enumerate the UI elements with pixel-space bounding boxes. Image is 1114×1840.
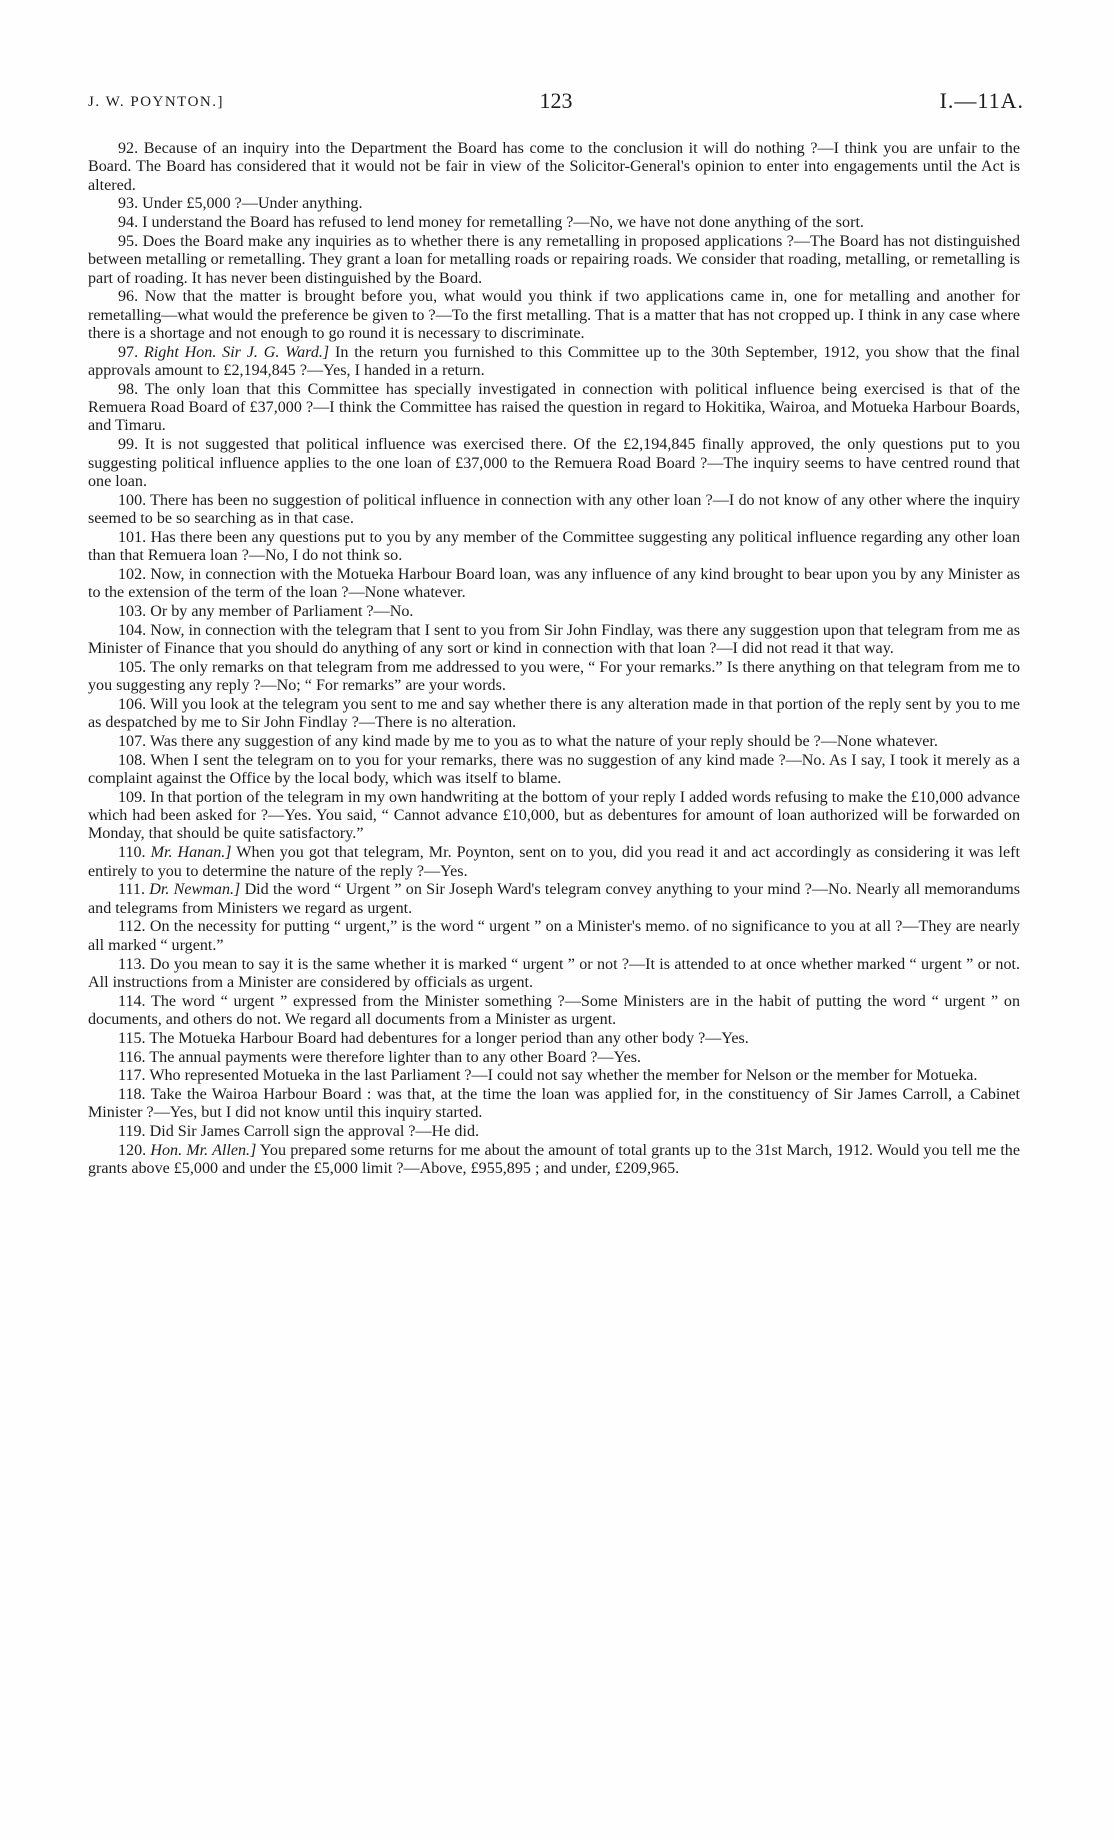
question-answer-text: Under £5,000 ?—Under anything.	[142, 195, 363, 213]
speaker-name: Mr. Hanan.]	[150, 844, 232, 862]
question-number: 104.	[118, 621, 147, 639]
question-answer-text: When I sent the telegram on to you for your remarks, there was no suggestion of any kind made ?—No. As I say, I took it merely as a complaint against the Office by the local body, which was itself to blame.	[88, 751, 1020, 788]
question-number: 118.	[118, 1086, 146, 1104]
testimony-paragraph	[88, 752, 1020, 789]
speaker-name: Hon. Mr. Allen.]	[150, 1142, 257, 1160]
question-answer-text: Did Sir James Carroll sign the approval ?—He did.	[149, 1123, 480, 1141]
testimony-paragraph	[88, 844, 1020, 881]
testimony-body	[88, 140, 1020, 1179]
question-number: 119.	[118, 1123, 146, 1141]
question-answer-text: The Motueka Harbour Board had debentures for a longer period than any other body ?—Yes.	[149, 1029, 749, 1047]
testimony-paragraph	[88, 492, 1020, 529]
question-answer-text: In the return you furnished to this Committee up to the 30th September, 1912, you show that the final approvals amount to £2,194,845 ?—Yes, I handed in a return.	[88, 343, 1020, 380]
question-number: 103.	[118, 602, 147, 620]
question-number: 108.	[118, 751, 147, 769]
question-number: 105.	[118, 658, 147, 676]
question-number: 102.	[118, 565, 147, 583]
question-number: 100.	[118, 491, 147, 509]
question-number: 110.	[118, 844, 146, 862]
question-answer-text: When you got that telegram, Mr. Poynton, sent on to you, did you read it and act accordingly as considering it was left entirely to you to determine the nature of the reply ?—Yes.	[88, 844, 1021, 880]
question-number: 113.	[118, 955, 146, 973]
testimony-paragraph	[88, 659, 1020, 696]
testimony-paragraph	[88, 1142, 1020, 1179]
paper-reference: I.—11A.	[939, 88, 1024, 113]
question-number: 106.	[118, 695, 147, 713]
witness-name: J. W. POYNTON.]	[88, 94, 224, 110]
testimony-paragraph	[88, 140, 1020, 195]
testimony-paragraph	[88, 566, 1020, 603]
question-number: 94.	[118, 214, 139, 232]
question-answer-text: The word “ urgent ” expressed from the Minister something ?—Some Ministers are in the habit of putting the word “ urgent ” on documents, and others do not. We regard all documents from a Minister as urgent.	[88, 992, 1021, 1028]
question-answer-text: It is not suggested that political influence was exercised there. Of the £2,194,845 finally approved, the only questions put to you suggesting political influence applies to the one loan of £37,000 to the Remuera Road Board ?—The inquiry seems to have centred round that one loan.	[88, 436, 1020, 490]
testimony-paragraph	[88, 789, 1020, 844]
question-number: 114.	[118, 992, 146, 1010]
question-number: 107.	[118, 733, 147, 750]
question-number: 112.	[118, 918, 146, 936]
question-number: 96.	[118, 288, 139, 306]
question-answer-text: Do you mean to say it is the same whether it is marked “ urgent ” or not ?—It is attended to at once whether marked “ urgent ” or not. All instructions from a Minister are considered by officials as urgent.	[88, 955, 1020, 991]
question-answer-text: Will you look at the telegram you sent to me and say whether there is any alteration made in that portion of the reply sent by you to me as despatched by me to Sir John Findlay ?—There is no alteration.	[88, 695, 1021, 732]
question-number: 109.	[118, 788, 147, 806]
question-answer-text: Has there been any questions put to you by any member of the Committee suggesting any political influence regarding any other loan than that Remuera loan ?—No, I do not think so.	[88, 528, 1020, 565]
testimony-paragraph	[88, 696, 1020, 733]
testimony-paragraph	[88, 918, 1020, 955]
question-number: 116.	[118, 1048, 146, 1066]
testimony-paragraph	[88, 529, 1020, 566]
speaker-name: Dr. Newman.]	[149, 881, 241, 899]
testimony-paragraph	[88, 733, 1020, 751]
question-number: 92.	[118, 140, 139, 157]
testimony-paragraph	[88, 622, 1020, 659]
testimony-paragraph	[88, 436, 1020, 491]
testimony-paragraph	[88, 288, 1020, 343]
testimony-paragraph	[88, 1086, 1020, 1123]
question-number: 115.	[118, 1029, 146, 1047]
testimony-paragraph	[88, 956, 1020, 993]
page-header	[88, 88, 1024, 118]
question-number: 120.	[118, 1142, 147, 1160]
question-number: 97.	[118, 343, 139, 361]
question-answer-text: In that portion of the telegram in my own handwriting at the bottom of your reply I added words refusing to make the £10,000 advance which had been asked for ?—Yes. You said, “ Cannot advance £10,000, but as debentures for amount of loan authorized will be forwarded on Monday, that should be quite satisfactory.”	[88, 788, 1020, 843]
question-answer-text: The annual payments were therefore lighter than to any other Board ?—Yes.	[149, 1048, 642, 1066]
question-answer-text: Now, in connection with the telegram that I sent to you from Sir John Findlay, was there any suggestion upon that telegram from me as Minister of Finance that you should do anything of any sort or kind in connection with that loan ?—I did not read it that way.	[88, 621, 1020, 658]
page-number: 123	[539, 88, 573, 113]
question-answer-text: There has been no suggestion of political influence in connection with any other loan ?—I do not know of any other where the inquiry seemed to be so searching as in that case.	[88, 491, 1021, 527]
testimony-paragraph	[88, 1123, 1020, 1141]
testimony-paragraph	[88, 1030, 1020, 1048]
speaker-name: Right Hon. Sir J. G. Ward.]	[143, 343, 330, 361]
question-number: 117.	[118, 1067, 146, 1085]
testimony-paragraph	[88, 881, 1020, 918]
question-answer-text: Does the Board make any inquiries as to whether there is any remetalling in proposed applications ?—The Board has not distinguished between metalling or remetalling. They grant a loan for metalling roads or repairing roads. We consider that roading, metalling, or remetalling is part of roading. It has never been distinguished by the Board.	[88, 232, 1020, 287]
question-number: 101.	[118, 528, 147, 546]
question-number: 99.	[118, 436, 139, 454]
testimony-paragraph	[88, 993, 1020, 1030]
question-answer-text: I understand the Board has refused to lend money for remetalling ?—No, we have not done anything of the sort.	[142, 214, 864, 232]
question-answer-text: Who represented Motueka in the last Parliament ?—I could not say whether the member for Nelson or the member for Motueka.	[149, 1067, 978, 1085]
question-answer-text: The only remarks on that telegram from me addressed to you were, “ For your remarks.” Is there anything on that telegram from me to you suggesting any reply ?—No; “ For remarks” are your words.	[88, 658, 1020, 695]
testimony-paragraph	[88, 1049, 1020, 1067]
question-number: 98.	[118, 380, 139, 398]
testimony-paragraph	[88, 1067, 1020, 1085]
question-answer-text: You prepared some returns for me about the amount of total grants up to the 31st March, 1912. Would you tell me the grants above £5,000 and under the £5,000 limit ?—Above, £955,895 ; and under, £209,965.	[88, 1142, 1020, 1178]
testimony-paragraph	[88, 603, 1020, 621]
question-number: 111.	[118, 881, 145, 899]
question-number: 93.	[118, 195, 139, 213]
testimony-paragraph	[88, 344, 1020, 381]
question-answer-text: Now that the matter is brought before you, what would you think if two applications came in, one for metalling and another for remetalling—what would the preference be given to ?—To the first metalling. That is a matter that has not cropped up. I think in any case where there is a shortage and not enough to go round it is necessary to discriminate.	[88, 288, 1020, 342]
question-answer-text: Because of an inquiry into the Department the Board has come to the conclusion it will do nothing ?—I think you are unfair to the Board. The Board has considered that it would not be fair in view of the Solicitor-General's opinion to enter into engagements until the Act is altered.	[88, 140, 1020, 194]
question-number: 95.	[118, 232, 139, 250]
question-answer-text: Did the word “ Urgent ” on Sir Joseph Ward's telegram convey anything to your mind ?—No. Nearly all memorandums and telegrams from Ministers we regard as urgent.	[88, 881, 1020, 917]
testimony-paragraph	[88, 381, 1020, 436]
testimony-paragraph	[88, 195, 1020, 213]
question-answer-text: Was there any suggestion of any kind made by me to you as to what the nature of your reply should be ?—None whatever.	[149, 733, 938, 750]
question-answer-text: Or by any member of Parliament ?—No.	[150, 602, 414, 620]
question-answer-text: The only loan that this Committee has specially investigated in connection with political influence being exercised is that of the Remuera Road Board of £37,000 ?—I think the Committee has raised the question in regard to Hokitika, Wairoa, and Motueka Harbour Boards, and Timaru.	[88, 380, 1020, 435]
question-answer-text: Now, in connection with the Motueka Harbour Board loan, was any influence of any kind brought to bear upon you by any Minister as to the extension of the term of the loan ?—None whatever.	[88, 565, 1020, 602]
testimony-paragraph	[88, 214, 1020, 232]
question-answer-text: Take the Wairoa Harbour Board : was that, at the time the loan was applied for, in the constituency of Sir James Carroll, a Cabinet Minister ?—Yes, but I did not know until this inquiry started.	[88, 1086, 1021, 1122]
question-answer-text: On the necessity for putting “ urgent,” is the word “ urgent ” on a Minister's memo. of no significance to you at all ?—They are nearly all marked “ urgent.”	[88, 918, 1020, 954]
testimony-paragraph	[88, 233, 1020, 288]
